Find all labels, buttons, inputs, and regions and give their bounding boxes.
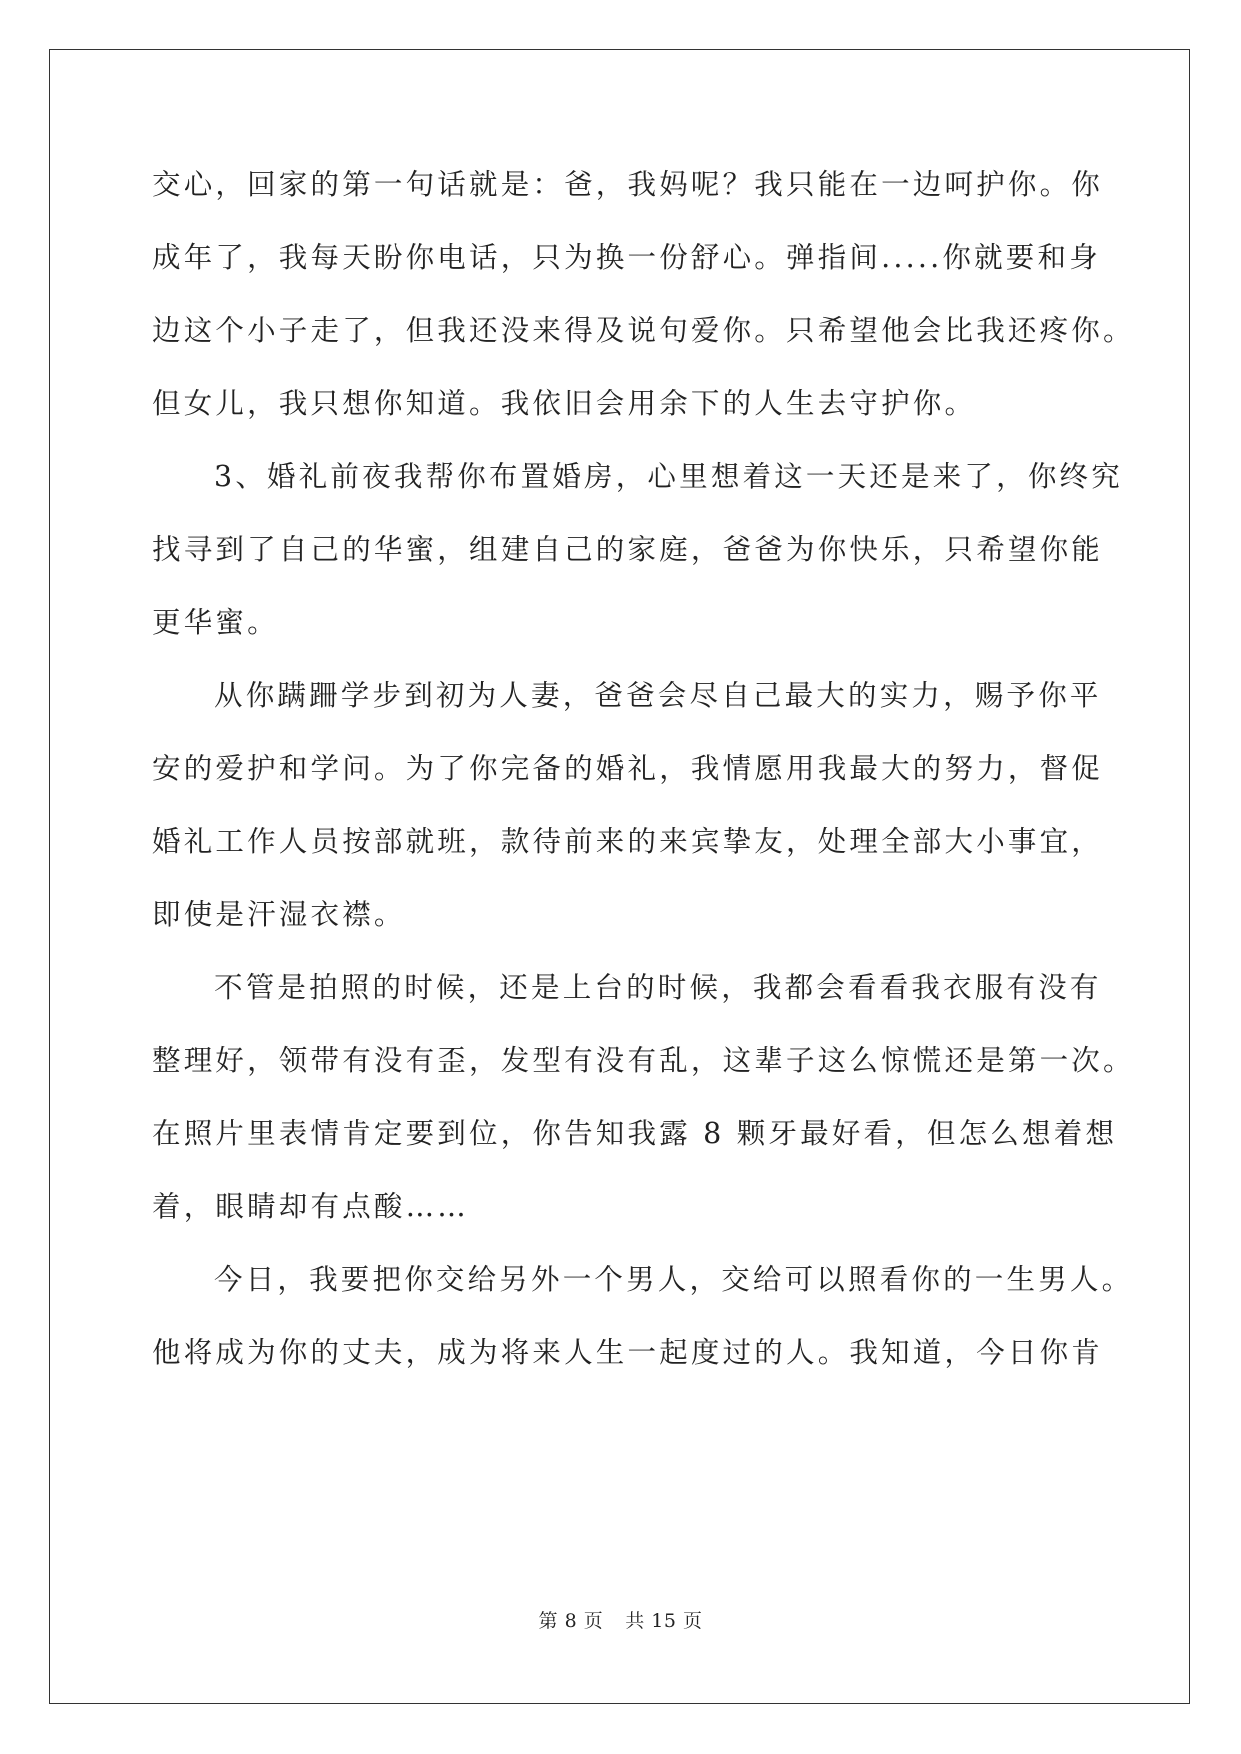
paragraph-first-line: 今日，我要把你交给另外一个男人，交给可以照看你的一生男人。 (214, 1263, 1134, 1296)
page-footer (0, 1606, 1241, 1633)
text-line: 在照片里表情肯定要到位，你告知我露 8 颗牙最好看，但怎么想着想 (152, 1117, 1118, 1150)
page-border (49, 49, 1190, 1704)
page-number: 第 8 页 (538, 1610, 604, 1632)
text-line: 成年了，我每天盼你电话，只为换一份舒心。弹指间.....你就要和身 (152, 241, 1101, 274)
text-line: 边这个小子走了，但我还没来得及说句爱你。只希望他会比我还疼你。 (152, 314, 1135, 347)
paragraph-first-line: 不管是拍照的时候，还是上台的时候，我都会看看我衣服有没有 (214, 971, 1102, 1004)
total-pages: 共 15 页 (625, 1610, 703, 1632)
text-line: 但女儿，我只想你知道。我依旧会用余下的人生去守护你。 (152, 387, 977, 420)
text-line: 着，眼睛却有点酸…… (152, 1190, 470, 1223)
text-line: 更华蜜。 (152, 606, 279, 639)
text-line: 即使是汗湿衣襟。 (152, 898, 406, 931)
text-line: 整理好，领带有没有歪，发型有没有乱，这辈子这么惊慌还是第一次。 (152, 1044, 1135, 1077)
text-line: 他将成为你的丈夫，成为将来人生一起度过的人。我知道，今日你肯 (152, 1336, 1104, 1369)
text-line: 安的爱护和学问。为了你完备的婚礼，我情愿用我最大的努力，督促 (152, 752, 1104, 785)
text-line: 婚礼工作人员按部就班，款待前来的来宾挚友，处理全部大小事宜， (152, 825, 1104, 858)
text-line: 交心，回家的第一句话就是：爸，我妈呢？我只能在一边呵护你。你 (152, 168, 1104, 201)
paragraph-first-line: 3、婚礼前夜我帮你布置婚房，心里想着这一天还是来了，你终究 (214, 460, 1123, 493)
paragraph-first-line: 从你蹒跚学步到初为人妻，爸爸会尽自己最大的实力，赐予你平 (214, 679, 1102, 712)
text-line: 找寻到了自己的华蜜，组建自己的家庭，爸爸为你快乐，只希望你能 (152, 533, 1104, 566)
